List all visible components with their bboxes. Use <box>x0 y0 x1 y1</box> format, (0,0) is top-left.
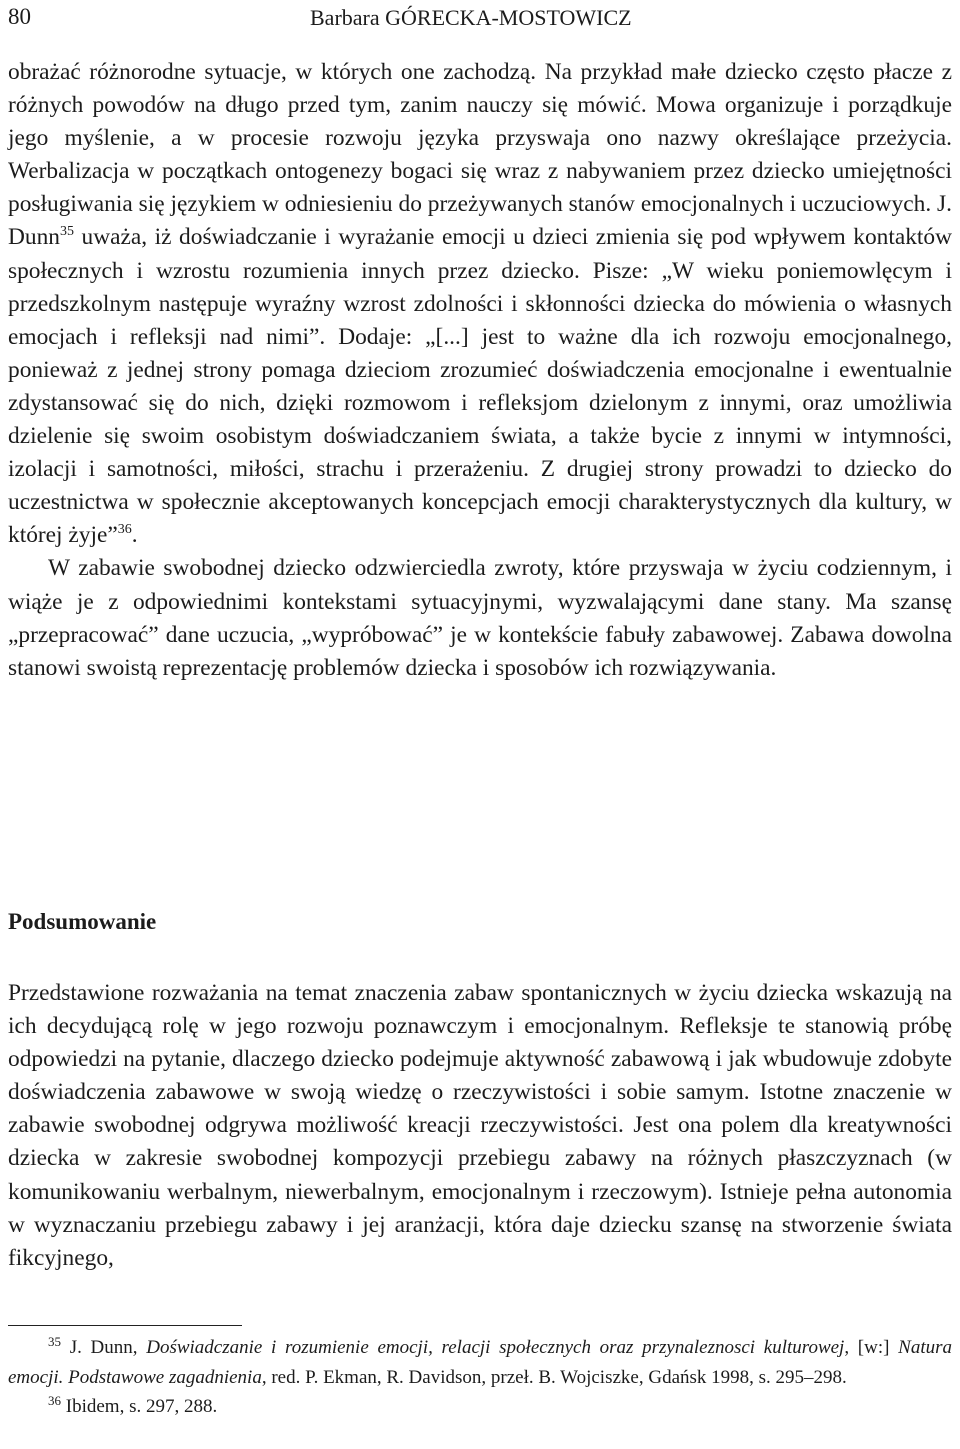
paragraph-text: . <box>131 522 138 549</box>
footnote-36: $^{36}$ Ibidem, s. 297, 288. <box>48 1393 218 1417</box>
footnote-number: 36 <box>48 1393 61 1408</box>
section-heading: Podsumowanie <box>8 909 157 934</box>
footnote-number: 35 <box>48 1334 61 1349</box>
footnote-35: $^{35}$ J. Dunn, Doświadczanie i rozumienie emocji, relacji społecznych oraz przynaleznosci kulturowej, [w:] Natura emocji. Podstawowe zagadnienia, red. P. Ekman, R. Davidson, przeł. B. Wojciszke, Gdańsk 1998, s. 295–298. <box>8 1334 953 1388</box>
paragraph-text: obrażać różnorodne sytuacje, w których one zachodzą. Na przykład małe dziecko często płacze z różnych powodów na długo przed tym, zanim nauczy się mówić. Mowa organizuje i porządkuje jego myślenie, a w procesie rozwoju języka przyswaja ono nazwy określające przeżycia. Werbalizacja w początkach ontogenezy bogaci się wraz z nabywaniem przez dziecko umiejętności posługiwania się językiem w odniesieniu do przeżywanych stanów emocjonalnych i uczuciowych. J. Dunn <box>8 59 952 251</box>
main-text <box>8 56 952 685</box>
page-number: 80 <box>8 4 31 29</box>
paragraph <box>8 56 952 552</box>
footnotes <box>8 1333 952 1422</box>
footnote-book: Natura emocji. Podstawowe zagadnienia <box>8 1337 953 1388</box>
page-header <box>8 4 952 34</box>
footnote-divider <box>8 1325 242 1326</box>
footnote-ref-35: 35 <box>59 224 74 240</box>
paragraph: W zabawie swobodnej dziecko odzwierciedla zwroty, które przyswaja w życiu codziennym, i wiąże je z odpowiednimi kontekstami sytuacyjnymi, wyzwalającymi dane stany. Ma szansę „przepracować” dane uczucia, „wypróbować” je w kontekście fabuły zabawowej. Zabawa dowolna stanowi swoistą reprezentację problemów dziecka i sposobów ich rozwiązywania. <box>8 555 952 681</box>
running-head-author: Barbara GÓRECKA-MOSTOWICZ <box>310 5 632 30</box>
summary-text <box>8 977 952 1275</box>
paragraph-text: uważa, iż doświadczanie i wyrażanie emocji u dzieci zmienia się pod wpływem kontaktów społecznych i wzrostu rozumienia innych przez dziecko. Pisze: „W wieku poniemowlęcym i przedszkolnym następuje wyraźny wzrost zdolności i skłonności dziecka do mówienia o własnych emocjach i refleksji nad nimi”. Dodaje: „[...] jest to ważne dla ich rozwoju emocjonalnego, ponieważ z jednej strony pomaga dzieciom zrozumieć doświadczenia emocjonalne i ewentualnie zdystansować się do nich, dzięki rozmowom i refleksjom dzielonym z innymi, oraz umożliwia dzielenie się swoim osobistym doświadczaniem świata, a także bycie z innymi w intymności, izolacji i samotności, miłości, strachu i przerażeniu. Z drugiej strony prowadzi to dziecko do uczestnictwa w społecznie akceptowanych koncepcjach emocji charakterystycznych dla kultury, w której żyje” <box>8 224 952 549</box>
paragraph: Przedstawione rozważania na temat znaczenia zabaw spontanicznych w życiu dziecka wskazują na ich decydującą rolę w jego rozwoju poznawczym i emocjonalnym. Refleksje te stanowią próbę odpowiedzi na pytanie, dlaczego dziecko podejmuje aktywność zabawową i jak wbudowuje zdobyte doświadczenia zabawowe w swoją wiedzę o rzeczywistości i sobie samym. Istotne znaczenie w zabawie swobodnej odgrywa możliwość kreacji rzeczywistości. Jest ona polem dla kreatywności dziecka w zakresie swobodnej kompozycji przebiegu zabawy na różnych płaszczyznach (w komunikowaniu werbalnym, niewerbalnym, emocjonalnym i rzeczowym). Istnieje pełna autonomia w wyznaczaniu przebiegu zabawy i jej aranżacji, która daje dziecku szansę na stworzenie świata fikcyjnego, <box>8 980 952 1271</box>
footnote-ref-36: 36 <box>117 522 132 538</box>
footnote-title: Doświadczanie i rozumienie emocji, relacji społecznych oraz przynaleznosci kulturowej <box>146 1337 845 1358</box>
